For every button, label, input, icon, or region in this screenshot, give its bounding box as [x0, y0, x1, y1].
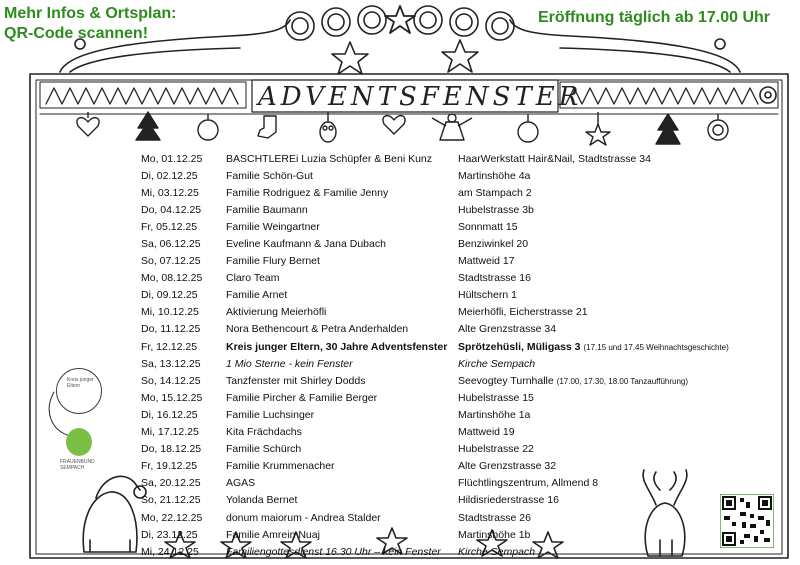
angel-icon	[432, 114, 472, 140]
tree-logo-mark	[66, 428, 92, 456]
entry-date: Sa, 20.12.25	[141, 477, 201, 490]
entry-host: Familie Amrein Nuaj	[226, 528, 320, 541]
entry-location: Stadtstrasse 26	[458, 511, 531, 524]
bauble-icon	[708, 114, 728, 140]
entry-host: Familie Schön-Gut	[226, 169, 313, 182]
entry-location: Seevogtey Turnhalle	[458, 374, 554, 387]
entry-location: Hildisriederstrasse 16	[458, 494, 559, 507]
schedule-row	[141, 441, 761, 458]
schedule-row	[141, 150, 761, 167]
entry-date: So, 14.12.25	[141, 374, 201, 387]
entry-host: Familie Flury Bernet	[226, 255, 320, 268]
bauble-icon	[518, 114, 538, 142]
heart-icon	[383, 116, 405, 134]
entry-date: Mo, 08.12.25	[141, 272, 203, 285]
ornament-row	[0, 0, 800, 150]
entry-location-cell	[458, 460, 761, 472]
schedule-row	[141, 287, 761, 304]
promo-info-line2: QR-Code scannen!	[4, 25, 149, 42]
entry-host: Familie Rodriguez & Familie Jenny	[226, 186, 389, 199]
schedule-row	[141, 389, 761, 406]
entry-location-cell	[458, 153, 761, 165]
entry-location: Martinshöhe 1b	[458, 528, 531, 541]
entry-location: Hubelstrasse 15	[458, 391, 534, 404]
entry-host: Familiengottesdienst 16.30 Uhr – kein Fenster	[226, 545, 441, 558]
entry-location-cell	[458, 409, 761, 421]
stocking-icon	[258, 116, 276, 138]
entry-host: BASCHTLEREi Luzia Schüpfer & Beni Kunz	[226, 152, 433, 165]
entry-location-cell	[458, 341, 761, 353]
entry-date: Di, 23.12.25	[141, 528, 198, 541]
entry-date: Sa, 13.12.25	[141, 357, 201, 370]
entry-location: Alte Grenzstrasse 34	[458, 323, 557, 336]
schedule-row	[141, 218, 761, 235]
schedule-row	[141, 492, 761, 509]
page-title: ADVENTSFENSTER	[258, 82, 583, 112]
promo-opening-hours: Eröffnung täglich ab 17.00 Uhr	[537, 9, 770, 26]
entry-location: Mattweid 19	[458, 426, 515, 439]
entry-host: Familie Baumann	[226, 203, 308, 216]
entry-location: Benziwinkel 20	[458, 238, 529, 251]
entry-date: Di, 16.12.25	[141, 408, 198, 421]
entry-location-cell	[458, 512, 761, 524]
entry-location-cell	[458, 255, 761, 267]
entry-host: Kreis junger Eltern, 30 Jahre Adventsfenster	[226, 340, 448, 353]
entry-note: (17.00, 17.30, 18.00 Tanzaufführung)	[556, 376, 689, 386]
schedule-row	[141, 458, 761, 475]
entry-date: So, 07.12.25	[141, 255, 201, 268]
entry-location: Meierhöfli, Eicherstrasse 21	[458, 306, 588, 319]
schedule-row	[141, 406, 761, 423]
entry-location: Sprötzehüsli, Müligass 3	[458, 340, 581, 353]
entry-location-cell	[458, 204, 761, 216]
entry-date: So, 21.12.25	[141, 494, 201, 507]
entry-location: Flüchtlingszentrum, Allmend 8	[458, 477, 599, 490]
heart-icon	[77, 112, 99, 136]
entry-date: Fr, 19.12.25	[141, 460, 198, 473]
entry-host: Yolanda Bernet	[226, 494, 298, 507]
entry-host: Tanzfenster mit Shirley Dodds	[226, 374, 366, 387]
entry-location: HaarWerkstatt Hair&Nail, Stadtstrasse 34	[458, 152, 651, 165]
entry-date: Fr, 05.12.25	[141, 220, 198, 233]
entry-host: Familie Schürch	[226, 443, 302, 456]
entry-host: AGAS	[226, 477, 256, 490]
entry-location: Mattweid 17	[458, 255, 515, 268]
star-icon	[586, 112, 610, 145]
schedule-row	[141, 355, 761, 372]
entry-location-cell	[458, 170, 761, 182]
entry-date: Fr, 12.12.25	[141, 340, 198, 353]
entry-date: Mi, 10.12.25	[141, 306, 199, 319]
owl-icon	[320, 112, 336, 142]
entry-date: Mo, 01.12.25	[141, 152, 203, 165]
entry-location: Kirche Sempach	[458, 545, 536, 558]
entry-host: Eveline Kaufmann & Jana Dubach	[226, 238, 386, 251]
entry-location: Hubelstrasse 3b	[458, 203, 534, 216]
entry-host: Aktivierung Meierhöfli	[226, 306, 327, 319]
entry-location-cell	[458, 529, 761, 541]
entry-location: Kirche Sempach	[458, 357, 536, 370]
schedule-row	[141, 372, 761, 389]
entry-host: donum maiorum - Andrea Stalder	[226, 511, 381, 524]
entry-date: Mi, 17.12.25	[141, 426, 199, 439]
schedule-row	[141, 543, 761, 560]
entry-location-cell	[458, 358, 761, 370]
schedule-row	[141, 304, 761, 321]
entry-host: 1 Mio Sterne - kein Fenster	[226, 357, 353, 370]
entry-location-cell	[458, 289, 761, 301]
schedule-list	[141, 150, 761, 560]
schedule-row	[141, 526, 761, 543]
entry-location-cell	[458, 323, 761, 335]
entry-date: Mo, 22.12.25	[141, 511, 203, 524]
entry-host: Familie Arnet	[226, 289, 288, 302]
entry-location: am Stampach 2	[458, 186, 532, 199]
entry-host: Claro Team	[226, 272, 280, 285]
entry-host: Nora Bethencourt & Petra Anderhalden	[226, 323, 409, 336]
frauenbund-logo-text: FRAUENBUND SEMPACH	[60, 459, 95, 471]
entry-location-cell	[458, 546, 761, 558]
schedule-row	[141, 475, 761, 492]
entry-date: Do, 11.12.25	[141, 323, 201, 336]
entry-location-cell	[458, 272, 761, 284]
kreis-logo-text: Kreis junger Eltern	[67, 377, 94, 389]
entry-location-cell	[458, 426, 761, 438]
entry-location: Martinshöhe 4a	[458, 169, 531, 182]
entry-location: Alte Grenzstrasse 32	[458, 460, 557, 473]
entry-location-cell	[458, 392, 761, 404]
entry-location-cell	[458, 238, 761, 250]
entry-date: Do, 18.12.25	[141, 443, 202, 456]
entry-location-cell	[458, 443, 761, 455]
promo-info-line1: Mehr Infos & Ortsplan:	[4, 5, 177, 22]
tree-icon	[136, 112, 160, 140]
schedule-row	[141, 270, 761, 287]
entry-location-cell	[458, 306, 761, 318]
entry-location-cell	[458, 187, 761, 199]
frauenbund-logo	[60, 428, 98, 471]
schedule-row	[141, 253, 761, 270]
tree-icon	[656, 114, 680, 144]
schedule-row	[141, 321, 761, 338]
entry-location: Hültschern 1	[458, 289, 517, 302]
entry-date: Mi, 03.12.25	[141, 186, 199, 199]
schedule-row	[141, 167, 761, 184]
entry-host: Familie Weingartner	[226, 220, 320, 233]
entry-date: Mi, 24.12.25	[141, 545, 199, 558]
schedule-row	[141, 201, 761, 218]
entry-location: Stadtstrasse 16	[458, 272, 531, 285]
bauble-icon	[198, 114, 218, 140]
entry-host: Kita Frächdachs	[226, 426, 302, 439]
entry-date: Di, 02.12.25	[141, 169, 198, 182]
schedule-row	[141, 235, 761, 252]
entry-location-cell	[458, 477, 761, 489]
entry-date: Di, 09.12.25	[141, 289, 198, 302]
entry-date: Mo, 15.12.25	[141, 391, 203, 404]
entry-note: (17.15 und 17.45 Weihnachtsgeschichte)	[583, 342, 729, 352]
entry-location: Martinshöhe 1a	[458, 408, 531, 421]
entry-location: Hubelstrasse 22	[458, 443, 534, 456]
schedule-row	[141, 424, 761, 441]
entry-location-cell	[458, 221, 761, 233]
entry-location-cell	[458, 375, 761, 387]
entry-location-cell	[458, 494, 761, 506]
entry-host: Familie Pircher & Familie Berger	[226, 391, 378, 404]
entry-host: Familie Luchsinger	[226, 408, 315, 421]
entry-host: Familie Krummenacher	[226, 460, 335, 473]
kreis-junger-eltern-logo	[56, 368, 102, 414]
entry-date: Sa, 06.12.25	[141, 238, 201, 251]
schedule-row	[141, 509, 761, 526]
entry-location: Sonnmatt 15	[458, 220, 518, 233]
schedule-row	[141, 338, 761, 355]
entry-date: Do, 04.12.25	[141, 203, 202, 216]
schedule-row	[141, 184, 761, 201]
